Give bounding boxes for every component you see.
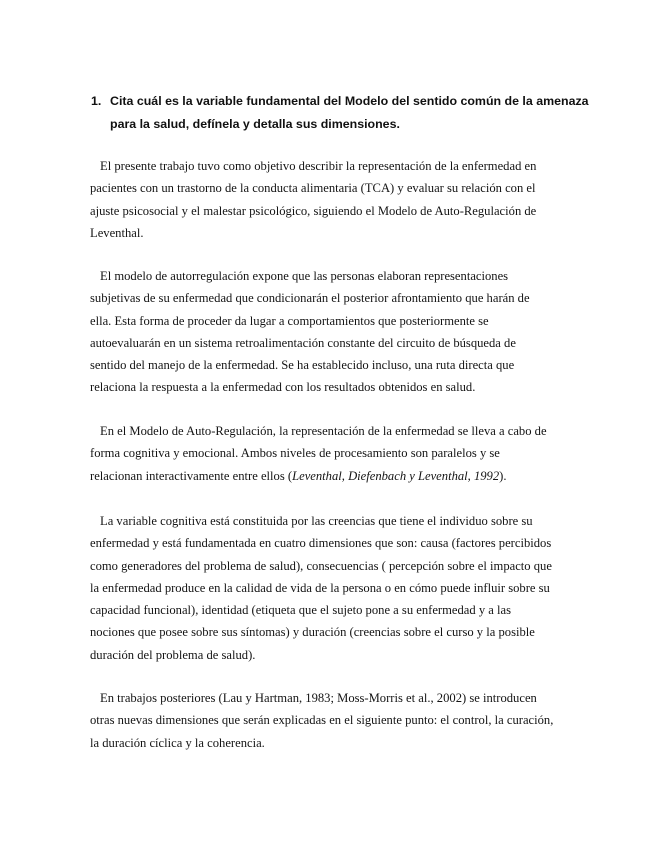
text-line: ella. Esta forma de proceder da lugar a comportamientos que posteriormente se [90,313,489,328]
text-line: subjetivas de su enfermedad que condicionarán el posterior afrontamiento que harán de [90,291,530,306]
paragraph-self-regulation-model [90,265,570,399]
text-line: la duración cíclica y la coherencia. [90,735,265,750]
text-line: En el Modelo de Auto-Regulación, la representación de la enfermedad se lleva a cabo de [100,424,547,438]
text-line: autoevaluarán en un sistema retroalimentación constante del circuito de búsqueda de [90,335,516,350]
text-line: otras nuevas dimensiones que serán explicadas en el siguiente punto: el control, la curación, [90,713,554,728]
text-line: duración del problema de salud). [90,647,256,662]
text-line: En trabajos posteriores (Lau y Hartman, 1983; Moss-Morris et al., 2002) se introducen [100,691,537,705]
citation: Leventhal, Diefenbach y Leventhal, 1992 [292,468,500,483]
text-line: pacientes con un trastorno de la conducta alimentaria (TCA) y evaluar su relación con el [90,181,536,196]
paragraph-later-dimensions [90,687,570,754]
text-line: ajuste psicosocial y el malestar psicológico, siguiendo el Modelo de Auto-Regulación de [90,203,537,218]
text-line: forma cognitiva y emocional. Ambos niveles de procesamiento son paralelos y se [90,446,500,461]
text-line: La variable cognitiva está constituida por las creencias que tiene el individuo sobre su [100,514,533,528]
text-fragment: ). [499,468,507,483]
text-line: como generadores del problema de salud), consecuencias ( percepción sobre el impacto que [90,558,552,573]
question-line: para la salud, defínela y detalla sus dimensiones. [110,117,400,131]
text-line: nociones que posee sobre sus síntomas) y duración (creencias sobre el curso y la posible [90,625,535,640]
text-line: El modelo de autorregulación expone que las personas elaboran representaciones [100,269,509,283]
paragraph-cognitive-dimensions [90,510,570,666]
text-line: El presente trabajo tuvo como objetivo describir la representación de la enfermedad en [100,159,537,173]
text-line: la enfermedad produce en la calidad de vida de la persona o en cómo puede influir sobre su [90,580,550,595]
question-heading [91,90,589,136]
paragraph-cognitive-emotional [90,420,570,487]
question-number: 1. [91,94,102,108]
text-line: sentido del manejo de la enfermedad. Se ha establecido incluso, una ruta directa que [90,358,515,373]
text-line: Leventhal. [90,225,144,240]
text-line: capacidad funcional), identidad (etiqueta que el sujeto pone a su enfermedad y a las [90,603,512,618]
question-line: Cita cuál es la variable fundamental del Modelo del sentido común de la amenaza [110,94,589,108]
text-line-with-citation [90,465,570,487]
text-line: enfermedad y está fundamentada en cuatro dimensiones que son: causa (factores percibidos [90,536,552,551]
text-fragment: relacionan interactivamente entre ellos ( [90,468,293,483]
paragraph-objective [90,155,570,244]
text-line: relaciona la respuesta a la enfermedad con los resultados obtenidos en salud. [90,380,476,395]
